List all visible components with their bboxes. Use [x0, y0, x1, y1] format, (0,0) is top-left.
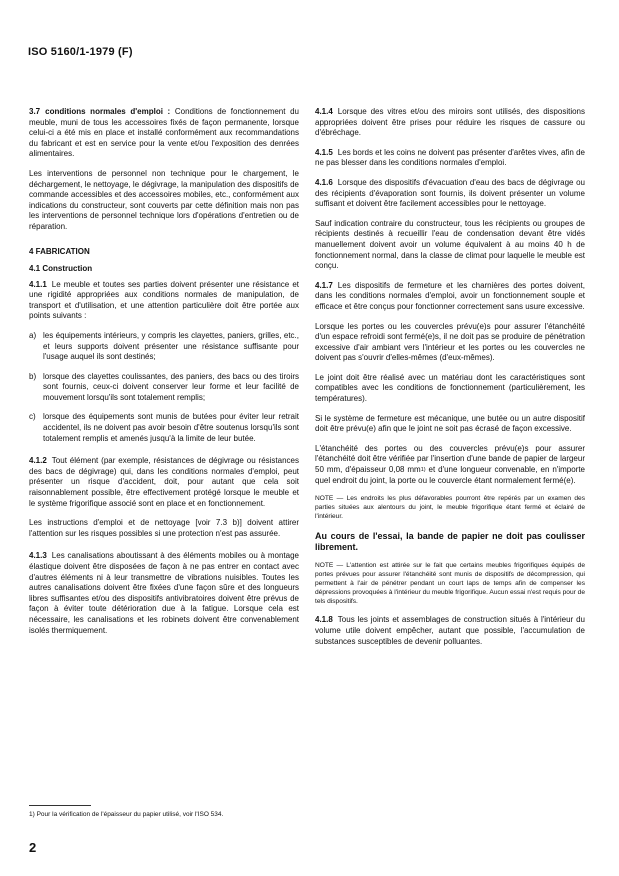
definition-term: conditions normales d'emploi : — [45, 107, 171, 116]
section-4-1-8 — [315, 615, 585, 647]
section-4-1-7-para5 — [315, 444, 585, 486]
list-item — [29, 412, 299, 444]
footnote-ref: 1) — [420, 467, 426, 474]
test-requirement: Au cours de l'essai, la bande de papier ne doit pas coulisser librement. — [315, 530, 585, 553]
list-item-text: les équipements intérieurs, y compris les clayettes, paniers, grilles, etc., et leurs supports doivent présenter une résistance suffisante pour l'usage auquel ils sont destinés; — [43, 330, 299, 362]
section-4-1-heading: 4.1 Construction — [29, 263, 93, 273]
left-column — [29, 107, 299, 645]
footnote-divider — [29, 805, 91, 806]
section-text: Lorsque des dispositifs d'évacuation d'eau des bacs de dégivrage ou des récipients d'évaporation sont fournis, ils doivent présenter un volume suffisant et doivent être facilement accessibles pour le nettoyage. — [315, 177, 585, 209]
section-text: Les canalisations aboutissant à des éléments mobiles ou à montage élastique doivent être disposées de façon à ne pas entrer en contact avec d'autres éléments ni à leur transmettre de vibrations nuisibles. Toutes les autres canalisations doivent être fixées d'une façon sûre et des longueurs libres suffisantes et/ou des dispositifs antivibratoires doivent être prévus de façon à éviter toute détérioration due à la fatigue. Lorsque cela est nécessaire, les canalisations et les robinets doivent être convenablement isolés thermiquement. — [29, 551, 299, 635]
list-item-label: a) — [29, 330, 37, 340]
section-4-1-6 — [315, 178, 585, 210]
note-1: NOTE — Les endroits les plus défavorables pourront être repérés par un examen des parties situées aux alentours du joint, le meuble frigorifique étant fermé et éclairé de l'intérieur. — [315, 495, 585, 520]
section-text: Tout élément (par exemple, résistances de dégivrage ou résistances des bacs de dégivrage) qui, dans les conditions normales d'emploi, peut présenter un risque d'accident, doit, pour autant que cela soit raisonnablement possible, être effectivement protégé lorsque le meuble et le système frigorifique associé sont en place et en fonctionnement. — [29, 456, 299, 508]
page-number: 2 — [29, 840, 37, 855]
list-item-label: c) — [29, 412, 36, 422]
right-column — [315, 107, 585, 656]
section-number: 4.1.3 — [29, 551, 47, 561]
note-2: NOTE — L'attention est attirée sur le fait que certains meubles frigorifiques équipés de portes prévues pour assurer l'étanchéité sont munis de dispositifs de décompression, qui permettent à l'air de pénétrer pendant un court laps de temps afin de compenser les dépressions provoquées à l'intérieur du meuble frigorifique. Aucun essai n'est requis pour de tels dispositifs. — [315, 562, 585, 605]
list-item-text: lorsque des équipements sont munis de butées pour éviter leur retrait accidentel, ils ne doivent pas avoir besoin d'être soutenus lorsqu'ils sont totalement remplis et amenés jusqu'à la limite de leur butée. — [43, 412, 299, 443]
section-4-1-7-para3: Le joint doit être réalisé avec un matériau dont les caractéristiques sont compatibles avec les conditions de fonctionnement (particulièrement, les températures). — [315, 372, 585, 404]
section-number: 4.1.7 — [315, 280, 333, 290]
section-4-1-2 — [29, 456, 299, 509]
section-number: 4.1.6 — [315, 177, 333, 187]
section-number: 3.7 — [29, 107, 41, 116]
section-4-1-7-para2: Lorsque les portes ou les couvercles prévu(e)s pour assurer l'étanchéité d'un espace refroidi sont fermé(e)s, il ne doit pas se produire de pénétration excessive d'air ambiant vers l'intérieur et les portes ou les couvercles ne doivent pas s'ouvrir d'elles-mêmes (d'eux-mêmes). — [315, 321, 585, 363]
footnote: 1) Pour la vérification de l'épaisseur du papier utilisé, voir l'ISO 534. — [29, 811, 224, 818]
list-item-text: lorsque des clayettes coulissantes, des paniers, des bacs ou des tiroirs sont fournis, ceux-ci doivent conserver leur forme et leur facilité de mouvement lorsqu'ils sont totalement remplis; — [43, 371, 299, 402]
section-4-1-1 — [29, 280, 299, 322]
list-item-label: b) — [29, 371, 37, 381]
paragraph-text: L'étanchéité des portes ou des couvercles prévu(e)s pour assurer l'étanchéité doit être vérifiée par l'insertion d'une bande de papier de largeur 50 mm, d'épaisseur 0,08 mm — [315, 443, 585, 475]
section-text: Tous les joints et assemblages de construction situés à l'intérieur du volume utile doivent empêcher, autant que possible, l'accumulation de substances susceptibles de devenir polluantes. — [315, 615, 585, 646]
section-text: Les bords et les coins ne doivent pas présenter d'arêtes vives, afin de ne pas blesser dans les conditions normales d'emploi. — [315, 147, 585, 168]
section-4-1-4 — [315, 107, 585, 139]
section-text: Le meuble et toutes ses parties doivent présenter une résistance et une rigidité appropriées aux conditions normales de manipulation, de transport et d'utilisation, et une attention particulière doit être portée aux points suivants : — [29, 279, 299, 321]
section-text: Conditions de fonctionnement du meuble, muni de tous les accessoires fixés de façon permanente, lorsque celui-ci a été mis en place et installé conformément aux recommandations du fabricant et est en service pour la vente et/ou l'exposition des denrées alimentaires. — [29, 107, 299, 159]
section-text: Les dispositifs de fermeture et les charnières des portes doivent, dans les conditions normales d'emploi, avoir un fonctionnement souple et efficace et être conçus pour fonctionner correctement sans usure excessive. — [315, 280, 585, 311]
section-4-heading: 4 FABRICATION — [29, 246, 90, 256]
section-number: 4.1.4 — [315, 107, 333, 116]
list-item — [29, 371, 299, 404]
section-3-7-para2: Les interventions de personnel non technique pour le chargement, le déchargement, le nettoyage, le dégivrage, la manipulation des dispositifs de commande accessibles et des accessoires mobiles, etc., conformément aux indications du constructeur, sont couverts par cette définition mais non pas les interventions de personnel technique lors d'opérations d'entretien ou de réparation. — [29, 168, 299, 231]
section-number: 4.1.5 — [315, 147, 333, 157]
section-number: 4.1.2 — [29, 456, 47, 466]
section-number: 4.1.8 — [315, 615, 333, 625]
list-item — [29, 330, 299, 363]
section-4-1-7 — [315, 281, 585, 313]
paragraph-text: et d'une longueur convenable, en n'importe quel endroit du joint, la porte ou le couvercle étant normalement fermé(e). — [315, 465, 585, 485]
section-4-1-3 — [29, 551, 299, 636]
section-text: Lorsque des vitres et/ou des miroirs sont utilisés, des dispositions appropriées doivent être prises pour réduire les risques de cassure ou d'ébréchage. — [315, 107, 585, 138]
section-4-1-2-para2: Les instructions d'emploi et de nettoyage [voir 7.3 b)] doivent attirer l'attention sur les risques possibles si une protection n'est pas assurée. — [29, 518, 299, 538]
section-4-1-7-para4: Si le système de fermeture est mécanique, une butée ou un autre dispositif doit être prévu(e) afin que le joint ne soit pas écrasé de façon excessive. — [315, 413, 585, 434]
section-4-1-6-para2: Sauf indication contraire du constructeur, tous les récipients ou groupes de récipients destinés à recueillir l'eau de condensation devant être vidés manuellement doivent avoir un volume équivalent à au moins 40 h de fonctionnement normal, dans la classe de climat pour laquelle le meuble est conçu. — [315, 218, 585, 271]
section-number: 4.1.1 — [29, 279, 47, 289]
document-header: ISO 5160/1-1979 (F) — [28, 46, 133, 58]
section-4-1-5 — [315, 148, 585, 169]
section-3-7 — [29, 107, 299, 160]
